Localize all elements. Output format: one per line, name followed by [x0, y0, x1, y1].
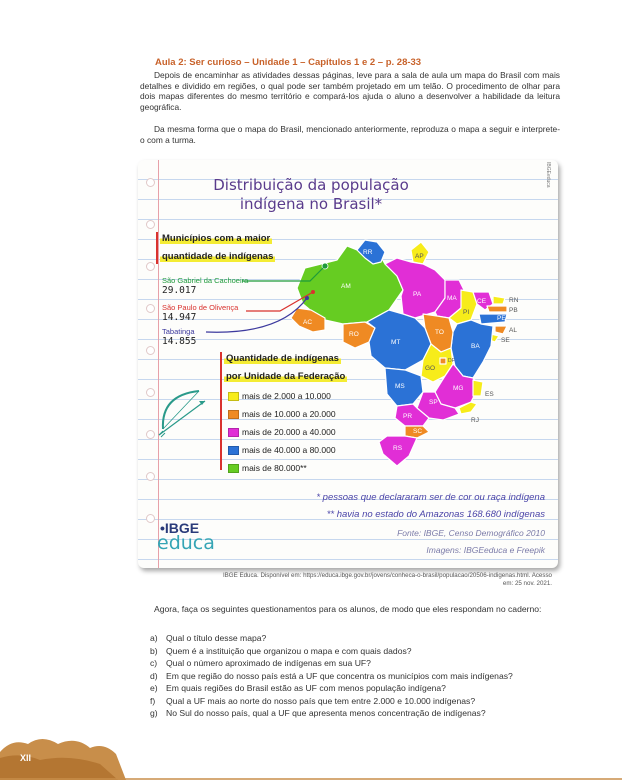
label-am: AM [341, 283, 351, 290]
city-name-tabatinga: Tabatinga [162, 327, 195, 336]
label-pi: PI [463, 309, 470, 316]
legend-swatch [228, 446, 239, 455]
city-name-sao-paulo-olivenca: São Paulo de Olivença [162, 303, 239, 312]
label-es: ES [485, 391, 494, 398]
legend-title-line2: por Unidade da Federação [226, 371, 346, 382]
label-rj: RJ [471, 417, 479, 424]
question-item: f) Qual a UF mais ao norte do nosso país que tem entre 2.000 e 10.000 indígenas? [150, 695, 476, 706]
educa-logo: educa [157, 532, 215, 554]
municipios-title-line1: Municípios com a maior [162, 233, 271, 244]
label-sc: SC [413, 428, 423, 435]
image-credit-vertical: IBGEeduca [545, 162, 551, 188]
label-ms: MS [395, 383, 405, 390]
label-al: AL [509, 327, 517, 334]
footnote-1: * pessoas que declararam ser de cor ou raça indígena [316, 492, 545, 503]
lesson-heading: Aula 2: Ser curioso – Unidade 1 – Capítulos 1 e 2 – p. 28-33 [155, 57, 422, 68]
state-rn [493, 296, 505, 304]
questions-list [150, 632, 513, 720]
municipios-title-line2: quantidade de indígenas [162, 251, 274, 262]
state-df [440, 358, 446, 364]
bow-arrow-illustration [155, 385, 210, 440]
intro-paragraph: Depois de encaminhar as atividades dessas páginas, leve para a sala de aula um mapa do Brasil com mais detalhes e dividido em regiões, o qual pode ser também projetado em um telão. O procedimento de olhar para dois mapas diferentes do mesmo território e compará-los ajuda o aluno a desenvolver a habilidade da leitura geográfica. [140, 70, 560, 112]
legend-label: mais de 40.000 a 80.000 [242, 445, 336, 455]
legend-swatch [228, 428, 239, 437]
map-source: Fonte: IBGE, Censo Demográfico 2010 [397, 528, 545, 538]
label-ba: BA [471, 343, 480, 350]
legend-item [228, 425, 336, 439]
legend-label: mais de 2.000 a 10.000 [242, 391, 331, 401]
question-item: a) Qual o título desse mapa? [150, 633, 267, 643]
label-to: TO [435, 329, 444, 336]
label-ap: AP [415, 253, 424, 260]
state-al [495, 326, 507, 334]
legend-item [228, 389, 331, 403]
connector-sao-gabriel [242, 266, 325, 281]
questions-intro: Agora, faça os seguintes questionamentos para os alunos, de modo que eles respondam no caderno: [154, 604, 542, 614]
label-ac: AC [303, 319, 313, 326]
legend-swatch [228, 392, 239, 401]
page-number: XII [20, 753, 32, 763]
city-count-sao-paulo-olivenca: 14.947 [162, 312, 197, 323]
source-credit [200, 572, 552, 588]
legend-swatch [228, 464, 239, 473]
map-title-line2: indígena no Brasil* [239, 195, 383, 213]
question-item: b) Quem é a instituição que organizou o mapa e com quais dados? [150, 645, 412, 656]
label-sp: SP [429, 399, 438, 406]
state-es [473, 380, 483, 396]
map-images-credit: Imagens: IBGEeduca e Freepik [426, 545, 545, 555]
label-pa: PA [413, 291, 422, 298]
label-df: DF [448, 358, 455, 364]
label-mt: MT [391, 339, 401, 346]
label-ma: MA [447, 295, 457, 302]
municipios-bracket [156, 232, 158, 264]
city-name-sao-gabriel: São Gabriel da Cachoeira [162, 276, 249, 285]
source-credit-line2: em: 25 nov. 2021. [502, 580, 552, 587]
label-go: GO [425, 365, 436, 372]
label-mg: MG [453, 385, 464, 392]
legend-item [228, 443, 336, 457]
legend-title-line1: Quantidade de indígenas [226, 353, 339, 364]
legend-label: mais de 80.000** [242, 463, 307, 473]
label-rn: RN [509, 297, 519, 304]
legend-swatch [228, 410, 239, 419]
city-count-tabatinga: 14.855 [162, 336, 197, 347]
label-pb: PB [509, 307, 518, 314]
source-credit-line1: IBGE Educa. Disponível em: https://educa.ibge.gov.br/jovens/conheca-o-brasil/populacao/20506-indigenas.html. Acesso [222, 572, 552, 579]
legend-label: mais de 10.000 a 20.000 [242, 409, 336, 419]
legend-label: mais de 20.000 a 40.000 [242, 427, 336, 437]
footnote-2: ** havia no estado do Amazonas 168.680 indígenas [326, 509, 545, 520]
label-rs: RS [393, 445, 403, 452]
question-item: d) Em que região do nosso país está a UF que concentra os municípios com mais indígenas? [150, 670, 513, 681]
legend-item [228, 407, 336, 421]
map-title-line1: Distribuição da população [213, 176, 409, 194]
state-pb [487, 306, 507, 312]
label-ro: RO [349, 331, 359, 338]
label-ce: CE [477, 298, 487, 305]
instruction-paragraph: Da mesma forma que o mapa do Brasil, mencionado anteriormente, reproduza o mapa a seguir e interprete-o com a turma. [140, 124, 560, 145]
question-item: c) Qual o número aproximado de indígenas em sua UF? [150, 658, 371, 668]
legend-item [228, 461, 307, 475]
connector-sao-paulo-olivenca [246, 292, 313, 311]
margin-line [158, 160, 159, 568]
legend-bracket [220, 352, 222, 470]
label-pe: PE [497, 315, 506, 322]
footer-decoration [0, 730, 622, 780]
city-count-sao-gabriel: 29.017 [162, 285, 197, 296]
label-rr: RR [363, 249, 373, 256]
label-se: SE [501, 337, 510, 344]
label-pr: PR [403, 413, 413, 420]
question-item: e) Em quais regiões do Brasil estão as UF com menos população indígena? [150, 683, 446, 693]
question-item: g) No Sul do nosso país, qual a UF que apresenta menos concentração de indígenas? [150, 708, 486, 718]
ibge-logo: •IBGE [160, 520, 200, 536]
